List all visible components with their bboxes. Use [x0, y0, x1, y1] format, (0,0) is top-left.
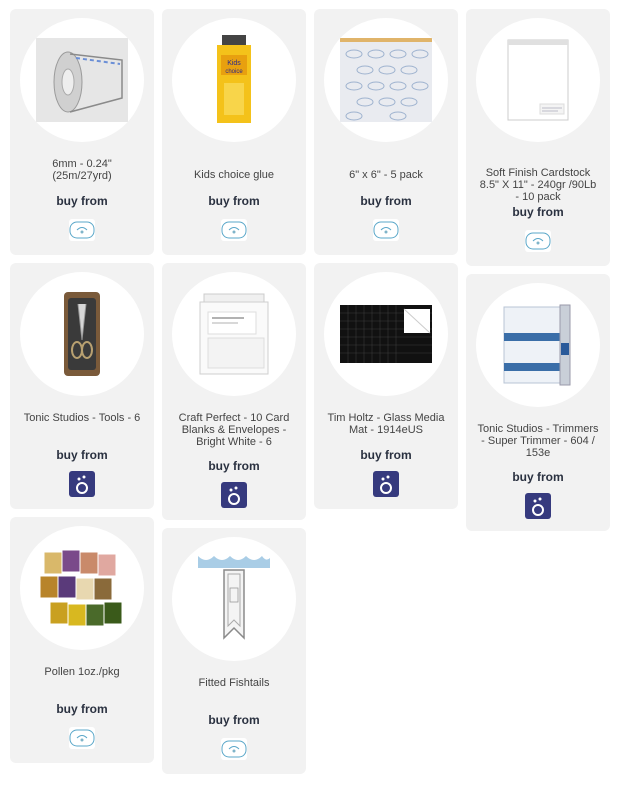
product-image-circle[interactable] [172, 18, 296, 142]
buy-from-label: buy from [56, 702, 108, 716]
product-image-circle[interactable] [20, 272, 144, 396]
product-title[interactable]: Fitted Fishtails [198, 677, 270, 689]
tonic-studios-logo-icon[interactable] [373, 471, 399, 497]
media-mat-image [340, 305, 432, 363]
card-blanks-image [194, 292, 274, 376]
fishtail-die-image [196, 554, 272, 644]
product-image-circle[interactable] [172, 272, 296, 396]
tonic-studios-logo-icon[interactable] [525, 493, 551, 519]
product-title[interactable]: Tim Holtz - Glass Media Mat - 1914eUS [327, 412, 445, 436]
buy-from-label: buy from [56, 448, 108, 462]
product-card [10, 263, 154, 509]
product-title[interactable]: Kids choice glue [193, 169, 275, 181]
elizabeth-craft-logo-icon[interactable] [373, 219, 399, 241]
product-image-circle[interactable] [20, 526, 144, 650]
product-card [314, 9, 458, 255]
tonic-studios-logo-icon[interactable] [221, 482, 247, 508]
product-image-circle[interactable] [324, 18, 448, 142]
elizabeth-craft-logo-icon[interactable] [221, 738, 247, 760]
cardstock-pack-image [506, 38, 570, 122]
product-image-circle[interactable] [476, 283, 600, 407]
elizabeth-craft-logo-icon[interactable] [525, 230, 551, 252]
product-title[interactable]: 6" x 6" - 5 pack [349, 169, 423, 181]
buy-from-label: buy from [56, 194, 108, 208]
product-card [466, 274, 610, 531]
buy-from-label: buy from [512, 205, 564, 219]
product-title[interactable]: Craft Perfect - 10 Card Blanks & Envelopes - Bright White - 6 [178, 412, 290, 448]
product-title[interactable]: 6mm - 0.24" (25m/27yrd) [52, 158, 112, 182]
product-image-circle[interactable] [172, 537, 296, 661]
svg-text:choice: choice [225, 69, 243, 75]
product-title[interactable]: Pollen 1oz./pkg [44, 666, 120, 678]
product-card [162, 263, 306, 520]
scissors-image [64, 292, 100, 376]
buy-from-label: buy from [208, 459, 260, 473]
tonic-studios-logo-icon[interactable] [69, 471, 95, 497]
product-card [10, 9, 154, 255]
elizabeth-craft-logo-icon[interactable] [221, 219, 247, 241]
trimmer-image [502, 303, 574, 387]
glue-tube-image [214, 35, 254, 125]
elizabeth-craft-logo-icon[interactable] [69, 727, 95, 749]
buy-from-label: buy from [360, 194, 412, 208]
adhesive-sheet-image [340, 38, 432, 122]
buy-from-label: buy from [208, 194, 260, 208]
product-image-circle[interactable] [476, 18, 600, 142]
product-title[interactable]: Tonic Studios - Trimmers - Super Trimmer - 604 / 153e [477, 423, 599, 459]
product-image-circle[interactable] [324, 272, 448, 396]
product-card [466, 9, 610, 266]
buy-from-label: buy from [360, 448, 412, 462]
product-image-circle[interactable] [20, 18, 144, 142]
svg-text:Kids: Kids [227, 60, 241, 67]
product-card [162, 9, 306, 255]
buy-from-label: buy from [208, 713, 260, 727]
tape-roll-image [36, 38, 128, 122]
buy-from-label: buy from [512, 470, 564, 484]
product-title[interactable]: Tonic Studios - Tools - 6 [23, 412, 141, 424]
product-card [162, 528, 306, 774]
product-title[interactable]: Soft Finish Cardstock 8.5" X 11" - 240gr /90Lb - 10 pack [479, 167, 597, 203]
pollen-packs-image [36, 546, 128, 630]
product-card [10, 517, 154, 763]
elizabeth-craft-logo-icon[interactable] [69, 219, 95, 241]
product-card [314, 263, 458, 509]
